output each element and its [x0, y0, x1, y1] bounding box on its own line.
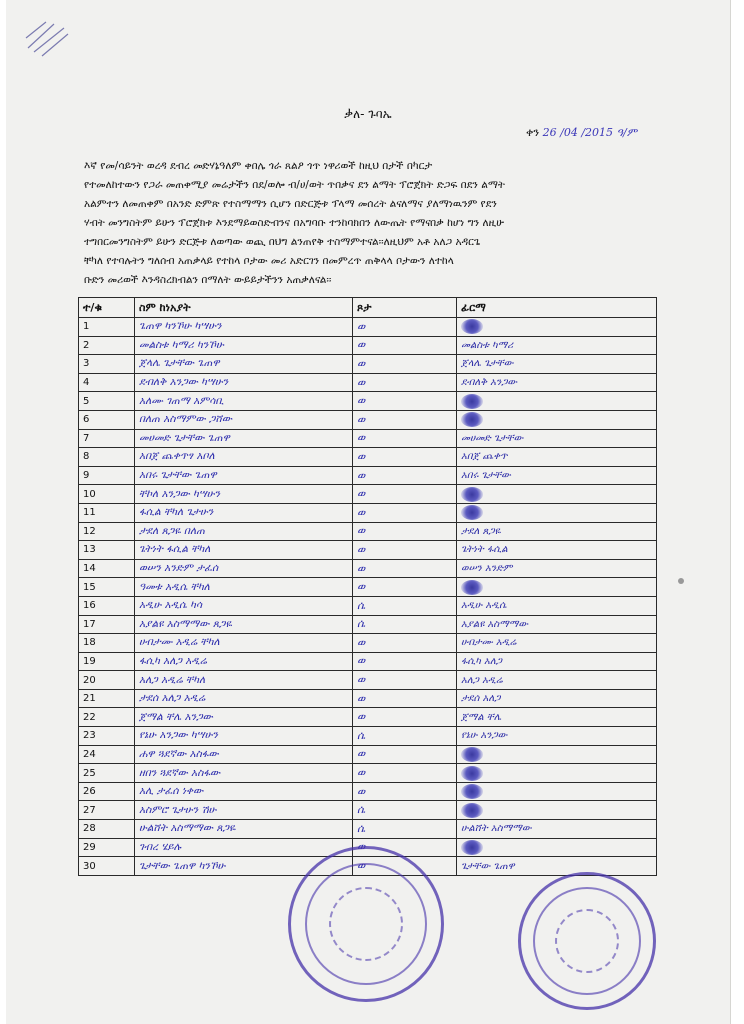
- row-signature: ሁልሸት አስማማው: [457, 820, 657, 839]
- table-row: [79, 745, 657, 764]
- row-gender: ወ: [353, 355, 457, 374]
- row-number: 14: [79, 559, 135, 578]
- row-number: 15: [79, 578, 135, 597]
- intro-line: የተመለከተውን የጋራ መጠቀሚያ መሬታችን በደ/ወሎ ብ/ሀ/ወት ጥበቃና ደን ልማት ፕሮጀክት ድጋፍ በደን ልማት: [84, 179, 505, 191]
- table-row: [79, 782, 657, 801]
- row-name: ሁልሸት አስማማው ጸጋዬ: [135, 820, 353, 839]
- table-row: [79, 448, 657, 467]
- row-signature: ጀማል ቸሌ: [457, 708, 657, 727]
- row-name: ዓመቱ አዲሴ ቸካለ: [135, 578, 353, 597]
- row-name: ፋሲካ አለጋ አዲሬ: [135, 652, 353, 671]
- row-name: ጀላሌ ጌታቸው ጌጠዋ: [135, 355, 353, 374]
- table-body: [79, 318, 657, 876]
- table-row: [79, 541, 657, 560]
- row-signature: [457, 503, 657, 522]
- table-row: [79, 392, 657, 411]
- row-name: ቸኮለ አንጋው ካሣሁን: [135, 485, 353, 504]
- date-label: ቀን: [526, 126, 540, 139]
- row-signature: የኔሁ አንጋው: [457, 727, 657, 746]
- table-row: [79, 373, 657, 392]
- row-signature: ጀላሌ ጌታቸው: [457, 355, 657, 374]
- thumbprint-icon: [461, 505, 483, 520]
- row-number: 22: [79, 708, 135, 727]
- row-signature: [457, 745, 657, 764]
- row-number: 3: [79, 355, 135, 374]
- thumbprint-icon: [461, 394, 483, 409]
- row-gender: ወ: [353, 652, 457, 671]
- row-number: 18: [79, 634, 135, 653]
- row-number: 2: [79, 336, 135, 355]
- row-signature: ሀብታሙ አዲሬ: [457, 634, 657, 653]
- row-number: 13: [79, 541, 135, 560]
- thumbprint-icon: [461, 803, 483, 818]
- table-row: [79, 522, 657, 541]
- thumbprint-icon: [461, 784, 483, 799]
- row-name: ጌጠዋ ካንኾሁ ካሣሁን: [135, 318, 353, 337]
- thumbprint-icon: [461, 580, 483, 595]
- row-signature: [457, 485, 657, 504]
- table-row: [79, 559, 657, 578]
- row-number: 29: [79, 838, 135, 857]
- row-number: 1: [79, 318, 135, 337]
- intro-line: ተግበርመንግስትም ይሁን ድርጅቱ ለወጣው ወጪ በህግ ልንጠየቅ ተስማምተናል፡፡ለዚህም አቶ አለጋ አዳርጌ: [84, 236, 481, 248]
- header-number: ተ/ቁ: [79, 298, 135, 318]
- table-row: [79, 429, 657, 448]
- row-number: 5: [79, 392, 135, 411]
- table-row: [79, 652, 657, 671]
- row-signature: አበጀ ጨቀጥ: [457, 448, 657, 467]
- row-name: ጌታቸው ጌጠዋ ካንኾሁ: [135, 857, 353, 876]
- row-gender: ወ: [353, 429, 457, 448]
- registration-table: [78, 297, 657, 876]
- row-signature: ፋሲካ አለጋ: [457, 652, 657, 671]
- date-line: [526, 126, 637, 140]
- table-row: [79, 596, 657, 615]
- row-gender: ወ: [353, 522, 457, 541]
- row-number: 23: [79, 727, 135, 746]
- row-name: ወሠን አንድም ታፈሰ: [135, 559, 353, 578]
- thumbprint-icon: [461, 766, 483, 781]
- intro-paragraph: [84, 157, 664, 290]
- row-number: 16: [79, 596, 135, 615]
- row-number: 27: [79, 801, 135, 820]
- table-row: [79, 503, 657, 522]
- row-name: አለሙ ገጠማ አምሳቢ: [135, 392, 353, 411]
- table-row: [79, 634, 657, 653]
- row-name: ታደለ ጸጋዬ በለጠ: [135, 522, 353, 541]
- header-signature: ፊርማ: [457, 298, 657, 318]
- header-full-name: ስም ከነአያት: [135, 298, 353, 318]
- row-name: ዘበን ጓደኛው አስፋው: [135, 764, 353, 783]
- table-row: [79, 671, 657, 690]
- table-row: [79, 801, 657, 820]
- row-number: 10: [79, 485, 135, 504]
- row-signature: ጌታቸው ጌጠዋ: [457, 857, 657, 876]
- row-signature: አዲሁ አዲሴ: [457, 596, 657, 615]
- row-gender: ወ: [353, 541, 457, 560]
- table-row: [79, 466, 657, 485]
- table-row: [79, 708, 657, 727]
- row-signature: ጌትነት ፋሲል: [457, 541, 657, 560]
- row-signature: ታደለ ጸጋዬ: [457, 522, 657, 541]
- row-signature: [457, 801, 657, 820]
- row-gender: ወ: [353, 373, 457, 392]
- row-number: 7: [79, 429, 135, 448]
- row-name: አበጀ ጨቀጥፃ አቦለ: [135, 448, 353, 467]
- row-name: የኔሁ አንጋው ካሣሁን: [135, 727, 353, 746]
- table-row: [79, 820, 657, 839]
- row-name: አዲሁ አዲሴ ካሳ: [135, 596, 353, 615]
- row-gender: ወ: [353, 485, 457, 504]
- row-gender: ወ: [353, 634, 457, 653]
- row-name: ሀብታሙ አዲሬ ቸካለ: [135, 634, 353, 653]
- row-signature: [457, 764, 657, 783]
- official-stamp: [518, 872, 656, 1010]
- row-number: 28: [79, 820, 135, 839]
- table-header-row: [79, 298, 657, 318]
- row-name: ሐዋ ጓደኛው አስፋው: [135, 745, 353, 764]
- intro-line: እኛ የመ/ሳይንት ወረዳ ደብረ መድሃኔዓለም ቀበሌ ጎራ ጸልዖ ጎጥ ነዋሪወች ከዚህ በታች በካርታ: [84, 160, 433, 172]
- row-signature: [457, 318, 657, 337]
- table-row: [79, 689, 657, 708]
- intro-line: ቸካለ የተባሉትን ግለሰብ አጠቃላይ የተከላ ቦታው መሪ አድርገን በመምረጥ ጠቅላላ ቦታውን ለተከላ: [84, 255, 454, 267]
- document-page: [6, 0, 731, 1024]
- row-signature: ታደሰ አለጋ: [457, 689, 657, 708]
- row-name: አስምሮ ጌታሁን ሽሁ: [135, 801, 353, 820]
- intro-line: ሃብት መንግስትም ይሁን ፕሮጀክቱ እንደማይወስድብንና በአግባቡ ተንከባክበን ለውጤት የማናበቃ ከሆነ ግን ለዚሁ: [84, 217, 504, 229]
- row-name: ታደሰ አለጋ አዲሬ: [135, 689, 353, 708]
- header-gender: ጾታ: [353, 298, 457, 318]
- row-number: 24: [79, 745, 135, 764]
- intro-line: አልምተን ለመጠቀም በአንድ ድምጽ የተስማማን ሲሆን በድርጅቱ ፕላማ መሰረት ልናለማና ያለማነዉንም የደን: [84, 198, 497, 210]
- thumbprint-icon: [461, 412, 483, 427]
- row-number: 11: [79, 503, 135, 522]
- table-row: [79, 336, 657, 355]
- row-signature: አያልዩ አስማማው: [457, 615, 657, 634]
- table-row: [79, 615, 657, 634]
- row-name: ጀማል ቸሌ አንጋው: [135, 708, 353, 727]
- row-signature: አለጋ አዲሬ: [457, 671, 657, 690]
- row-number: 30: [79, 857, 135, 876]
- row-number: 8: [79, 448, 135, 467]
- thumbprint-icon: [461, 747, 483, 762]
- row-gender: ወ: [353, 392, 457, 411]
- row-name: በለጠ አስማምው ጋሸው: [135, 410, 353, 429]
- row-gender: ሴ: [353, 596, 457, 615]
- row-gender: ወ: [353, 838, 457, 857]
- intro-line: ቡድን መሪወች እንዳስረክብልን በማለት ውይይታችንን አጠቃለናል፡፡: [84, 274, 332, 286]
- row-number: 12: [79, 522, 135, 541]
- row-gender: ወ: [353, 764, 457, 783]
- table-row: [79, 410, 657, 429]
- row-gender: ወ: [353, 448, 457, 467]
- row-number: 4: [79, 373, 135, 392]
- row-gender: ወ: [353, 503, 457, 522]
- table-row: [79, 578, 657, 597]
- document-title: ቃለ- ጉባኤ: [344, 107, 392, 121]
- table-row: [79, 764, 657, 783]
- row-gender: ወ: [353, 708, 457, 727]
- row-gender: ወ: [353, 578, 457, 597]
- row-gender: ወ: [353, 466, 457, 485]
- row-gender: ወ: [353, 745, 457, 764]
- row-number: 6: [79, 410, 135, 429]
- paper-mark: [678, 578, 684, 584]
- row-gender: ወ: [353, 410, 457, 429]
- table-row: [79, 355, 657, 374]
- row-signature: [457, 392, 657, 411]
- row-name: ደብለቅ አንጋው ካሣሁን: [135, 373, 353, 392]
- row-name: ፋሲል ቸካለ ጌታሁን: [135, 503, 353, 522]
- thumbprint-icon: [461, 319, 483, 334]
- row-signature: አበሩ ጌታቸው: [457, 466, 657, 485]
- row-number: 25: [79, 764, 135, 783]
- row-gender: ወ: [353, 689, 457, 708]
- row-gender: ወ: [353, 559, 457, 578]
- row-number: 20: [79, 671, 135, 690]
- row-number: 26: [79, 782, 135, 801]
- thumbprint-icon: [461, 840, 483, 855]
- row-signature: [457, 838, 657, 857]
- row-gender: ወ: [353, 336, 457, 355]
- row-signature: [457, 782, 657, 801]
- row-gender: ወ: [353, 782, 457, 801]
- row-name: አበሩ ጌታቸው ጌጠዋ: [135, 466, 353, 485]
- row-gender: ሴ: [353, 801, 457, 820]
- row-signature: መልስቱ ካማሪ: [457, 336, 657, 355]
- row-gender: ሴ: [353, 820, 457, 839]
- table-row: [79, 318, 657, 337]
- row-name: ጌትነት ፋሲል ቸካለ: [135, 541, 353, 560]
- row-signature: [457, 410, 657, 429]
- row-gender: ወ: [353, 857, 457, 876]
- row-number: 19: [79, 652, 135, 671]
- row-signature: ደብለቅ አንጋው: [457, 373, 657, 392]
- row-gender: ሴ: [353, 615, 457, 634]
- date-value: 26 /04 /2015 ዓ/ም: [542, 126, 638, 139]
- thumbprint-icon: [461, 487, 483, 502]
- row-signature: [457, 578, 657, 597]
- row-number: 17: [79, 615, 135, 634]
- table-row: [79, 727, 657, 746]
- row-gender: ሴ: [353, 727, 457, 746]
- row-name: መልስቱ ካማሪ ካንኾሁ: [135, 336, 353, 355]
- corner-scribble-icon: [24, 18, 72, 58]
- row-name: ገብረ ሄይሉ: [135, 838, 353, 857]
- table-row: [79, 485, 657, 504]
- row-name: አያልዩ አስማማው ጸጋዬ: [135, 615, 353, 634]
- official-stamp: [288, 846, 444, 1002]
- row-name: አሊ ታፈሰ ነቀው: [135, 782, 353, 801]
- row-gender: ወ: [353, 318, 457, 337]
- row-name: አለጋ አዲሬ ቸካለ: [135, 671, 353, 690]
- row-signature: መሀመድ ጌታቸው: [457, 429, 657, 448]
- row-name: መሀመድ ጌታቸው ጌጠዋ: [135, 429, 353, 448]
- row-gender: ወ: [353, 671, 457, 690]
- row-number: 21: [79, 689, 135, 708]
- row-number: 9: [79, 466, 135, 485]
- row-signature: ወሠን አንድም: [457, 559, 657, 578]
